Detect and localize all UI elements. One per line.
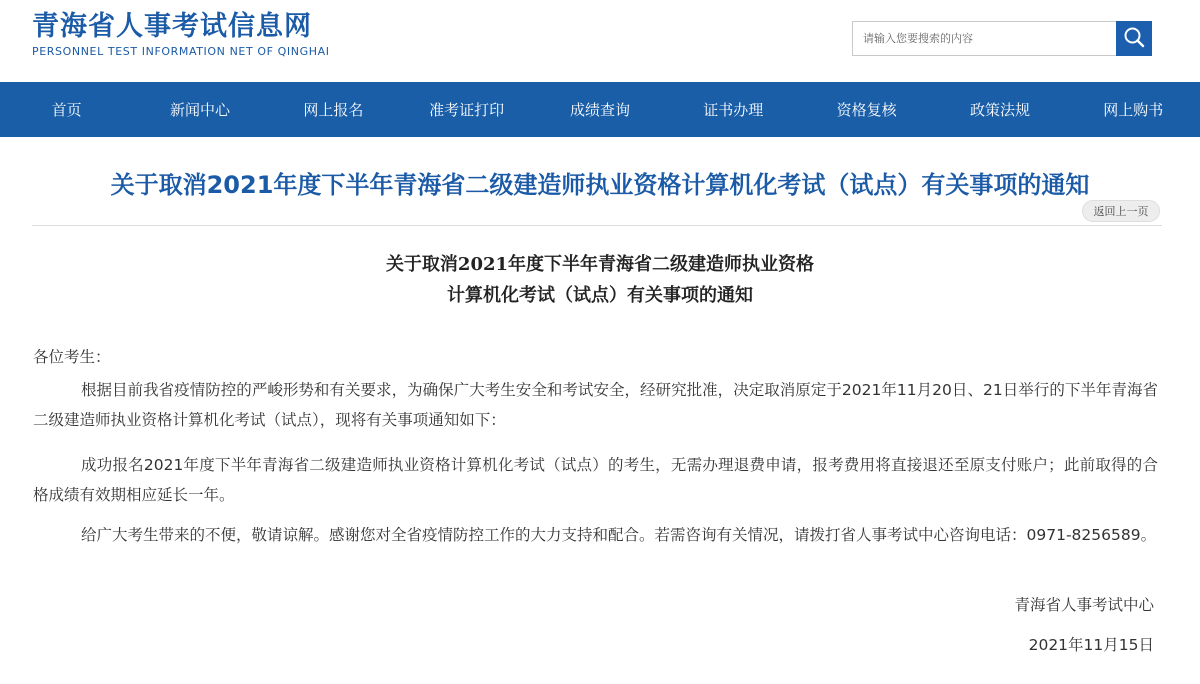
title-band	[0, 137, 1200, 227]
main-nav	[0, 82, 1200, 137]
article-title-line1: 关于取消2021年度下半年青海省二级建造师执业资格	[385, 254, 815, 275]
site-logo[interactable]	[32, 10, 330, 59]
article-greeting: 各位考生：	[33, 348, 111, 366]
article-paragraph: 给广大考生带来的不便，敬请谅解。感谢您对全省疫情防控工作的大力支持和配合。若需咨询有关情况，请拨打省人事考试中心咨询电话：0971-8256589。	[81, 526, 1157, 544]
search-box	[852, 21, 1152, 56]
nav-item-certificate[interactable]: 证书办理	[703, 101, 764, 119]
nav-item-home[interactable]: 首页	[51, 101, 82, 119]
search-button[interactable]	[1116, 21, 1152, 56]
search-icon	[1123, 26, 1145, 51]
article-paragraph: 根据目前我省疫情防控的严峻形势和有关要求，为确保广大考生安全和考试安全，经研究批准，决定取消原定于2021年11月20日、21日举行的下半年青海省二级建造师执业资格计算机化考试（试点），现将有关事项通知如下：	[33, 381, 1158, 429]
signature-organization: 青海省人事考试中心	[1014, 596, 1154, 614]
nav-item-news[interactable]: 新闻中心	[169, 101, 230, 119]
site-title-en: PERSONNEL TEST INFORMATION NET OF QINGHAI	[32, 45, 330, 58]
article-title-line2: 计算机化考试（试点）有关事项的通知	[447, 285, 753, 306]
title-divider	[32, 225, 1162, 226]
nav-item-policies[interactable]: 政策法规	[969, 101, 1030, 119]
nav-item-admission-ticket[interactable]: 准考证打印	[429, 101, 505, 119]
back-button[interactable]: 返回上一页	[1082, 200, 1160, 222]
nav-item-book-purchase[interactable]: 网上购书	[1103, 101, 1164, 119]
nav-item-qualification-review[interactable]: 资格复核	[836, 101, 897, 119]
search-input[interactable]	[852, 21, 1116, 56]
page-title: 关于取消2021年度下半年青海省二级建造师执业资格计算机化考试（试点）有关事项的通知	[110, 171, 1090, 199]
signature-date: 2021年11月15日	[1028, 636, 1154, 654]
nav-item-score-query[interactable]: 成绩查询	[569, 101, 630, 119]
site-title-cn: 青海省人事考试信息网	[32, 11, 312, 42]
site-header	[0, 0, 1200, 82]
nav-item-online-registration[interactable]: 网上报名	[303, 101, 364, 119]
article-paragraph: 成功报名2021年度下半年青海省二级建造师执业资格计算机化考试（试点）的考生，无需办理退费申请，报考费用将直接退还至原支付账户；此前取得的合格成绩有效期相应延长一年。	[33, 456, 1158, 504]
